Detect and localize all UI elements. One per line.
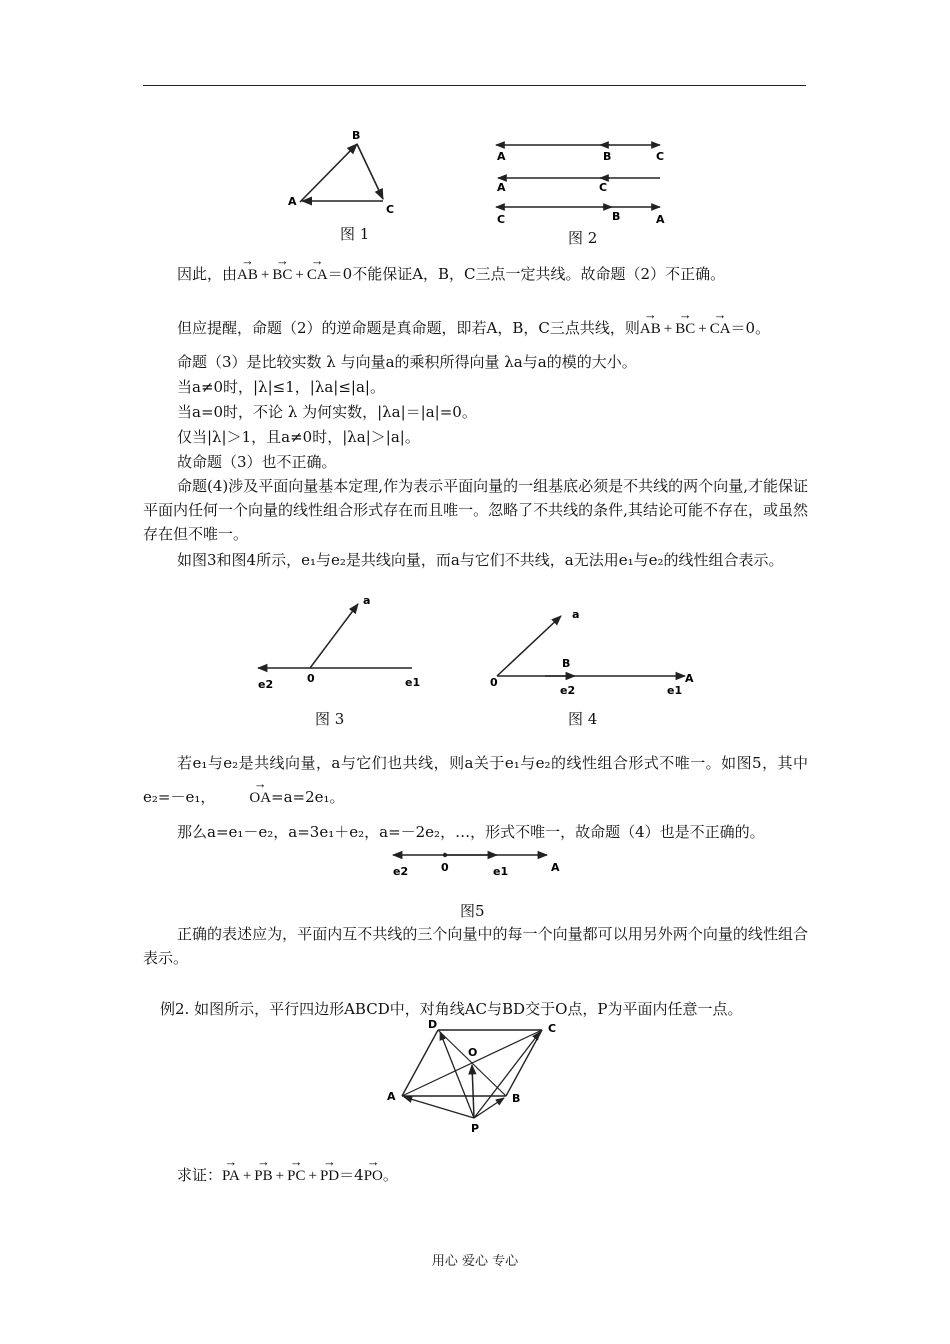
prop3-line-5: 故命题（3）也不正确。 xyxy=(177,453,337,471)
fig4-e2-label: e2 xyxy=(560,684,576,697)
fig4-origin-label: 0 xyxy=(490,676,498,689)
page-footer: 用心 爱心 专心 xyxy=(431,1254,519,1269)
point-a-label: A xyxy=(288,195,297,208)
fig4-a-point-label: A xyxy=(685,672,694,685)
vector-pa: → PA xyxy=(222,1154,240,1184)
para-4: 命题(4)涉及平面向量基本定理,作为表示平面向量的一组基底必须是不共线的两个向量,才能保证平面内任何一个向量的线性组合形式存在而且唯一。忽略了不共线的条件,其结论可能不存在，或虽然存在但不唯一。 xyxy=(143,477,808,543)
figure-3-caption: 图 3 xyxy=(315,710,345,728)
vector-oa: → OA xyxy=(249,776,272,806)
vector-po: → PO xyxy=(363,1154,383,1184)
vector-ab: → AB xyxy=(237,253,258,283)
row1-a-label: A xyxy=(497,150,506,163)
point-b-label-2: B xyxy=(512,1092,521,1105)
prop3-line-3: 当a=0时，不论 λ 为何实数，|λa|＝|a|=0。 xyxy=(177,403,477,421)
figure-2 xyxy=(490,135,680,230)
fig4-a-label: a xyxy=(572,608,580,621)
figure-1 xyxy=(280,125,410,220)
proof-statement: 求证： → PA + → PB + → PC + → PD＝4 → PO。 xyxy=(177,1154,398,1184)
collinear-vectors-diagram-5 xyxy=(385,845,570,885)
vector-pc: → PC xyxy=(287,1154,306,1184)
figure-2-caption: 图 2 xyxy=(568,229,598,247)
figure-4-caption: 图 4 xyxy=(568,710,598,728)
point-p-label: P xyxy=(471,1122,480,1135)
example-2: 例2. 如图所示，平行四边形ABCD中，对角线AC与BD交于O点，P为平面内任意一点。 xyxy=(160,1000,743,1018)
vector-pd: → PD xyxy=(319,1154,340,1184)
fig3-e2-label: e2 xyxy=(258,678,274,691)
figure-parallelogram xyxy=(380,1020,570,1140)
figure-5 xyxy=(385,845,570,885)
para-1: 因此，由 → AB + → BC + → CA＝0不能保证A，B，C三点一定共线。故命题（2）不正确。 xyxy=(177,253,726,283)
point-c-label-2: C xyxy=(548,1022,557,1035)
fig4-e1-label: e1 xyxy=(667,684,683,697)
figure-5-caption: 图5 xyxy=(460,902,485,920)
triangle-diagram xyxy=(280,125,410,220)
row2-c-label: C xyxy=(599,181,608,194)
para-6 xyxy=(143,746,808,814)
prop3-line-4: 仅当|λ|＞1，且a≠0时，|λa|＞|a|。 xyxy=(177,428,420,446)
para-8: 正确的表述应为，平面内互不共线的三个向量中的每一个向量都可以用另外两个向量的线性组合表示。 xyxy=(143,925,808,967)
para-2: 但应提醒，命题（2）的逆命题是真命题，即若A，B，C三点共线，则 → AB + → BC + → CA＝0。 xyxy=(177,307,771,337)
vector-pb: → PB xyxy=(254,1154,273,1184)
para-2-eq: ＝0。 xyxy=(730,319,771,337)
point-b-label: B xyxy=(352,129,361,142)
row1-c-label: C xyxy=(656,150,665,163)
para-6-post: =a=2e₁。 xyxy=(271,788,345,806)
parallelogram-diagram xyxy=(380,1020,570,1140)
proof-pre: 求证： xyxy=(177,1166,223,1184)
vector-ca-2: → CA xyxy=(709,307,731,337)
para-1-post: 不能保证A，B，C三点一定共线。故命题（2）不正确。 xyxy=(352,265,726,283)
row3-a-label: A xyxy=(656,213,665,226)
fig4-b-label: B xyxy=(562,657,571,670)
point-a-label-2: A xyxy=(387,1090,396,1103)
row2-a-label: A xyxy=(497,181,506,194)
para-1-pre: 因此，由 xyxy=(177,265,238,283)
row3-b-label: B xyxy=(612,210,621,223)
para-5: 如图3和图4所示，e₁与e₂是共线向量，而a与它们不共线，a无法用e₁与e₂的线性组合表示。 xyxy=(177,551,784,569)
figure-1-caption: 图 1 xyxy=(340,225,370,243)
vector-ab-2: → AB xyxy=(639,307,661,337)
fig5-e1-label: e1 xyxy=(493,865,509,878)
fig5-a-label: A xyxy=(551,861,560,874)
vector-bc-2: → BC xyxy=(675,307,696,337)
vector-bc: → BC xyxy=(272,253,293,283)
figure-3 xyxy=(250,592,430,692)
row3-c-label: C xyxy=(497,213,506,226)
para-7: 那么a=e₁－e₂，a=3e₁＋e₂，a=－2e₂，…，形式不唯一，故命题（4）也是不正确的。 xyxy=(177,823,765,841)
para-2-pre: 但应提醒，命题（2）的逆命题是真命题，即若A，B，C三点共线，则 xyxy=(177,319,640,337)
row1-b-label: B xyxy=(603,150,612,163)
para-6-text: 若e₁与e₂是共线向量，a与它们也共线，则a关于e₁与e₂的线性组合形式不唯一。如图5，其中e₂=－e₁， xyxy=(143,754,808,806)
fig3-e1-label: e1 xyxy=(405,676,421,689)
proof-eq: ＝4 xyxy=(339,1166,364,1184)
fig5-origin-label: 0 xyxy=(441,861,449,874)
prop3-line-1: 命题（3）是比较实数 λ 与向量a的乘积所得向量 λa与a的模的大小。 xyxy=(177,353,637,371)
para-1-eq: ＝0 xyxy=(327,265,353,283)
fig3-origin-label: 0 xyxy=(307,672,315,685)
prop3-line-2: 当a≠0时，|λ|≤1，|λa|≤|a|。 xyxy=(177,378,385,396)
vector-ca: → CA xyxy=(306,253,328,283)
fig3-a-label: a xyxy=(363,594,371,607)
header-rule xyxy=(143,85,806,86)
vectors-diagram-4 xyxy=(485,598,705,698)
vectors-diagram-3 xyxy=(250,592,430,692)
point-c-label: C xyxy=(386,203,395,216)
collinear-lines-diagram xyxy=(490,135,680,230)
fig5-e2-label: e2 xyxy=(393,865,409,878)
proof-post: 。 xyxy=(382,1166,398,1184)
point-o-label: O xyxy=(468,1046,478,1059)
figure-4 xyxy=(485,598,705,698)
point-d-label: D xyxy=(428,1018,438,1031)
